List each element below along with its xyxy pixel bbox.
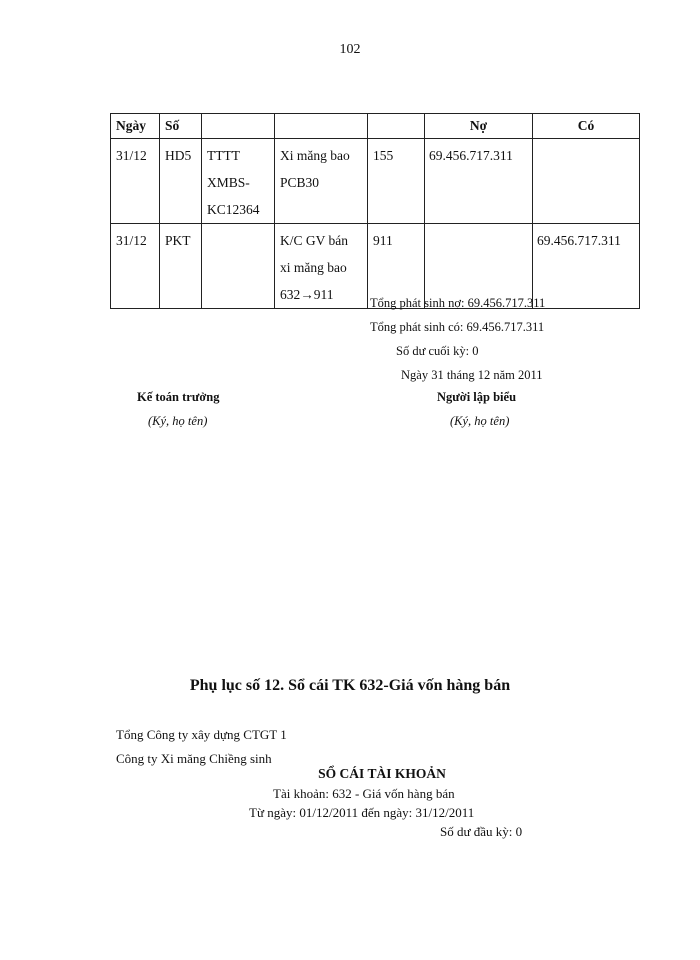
col-header-doc-no: Số [160, 114, 202, 139]
col-header-description [275, 114, 368, 139]
col-header-date: Ngày [111, 114, 160, 139]
table-header-row [111, 114, 640, 139]
total-debit: Tổng phát sinh nợ: 69.456.717.311 [370, 296, 546, 310]
cell-date: 31/12 [111, 139, 160, 224]
col-header-ref [202, 114, 275, 139]
cell-description [275, 224, 368, 309]
col-header-account [368, 114, 425, 139]
cell-doc-no: HD5 [160, 139, 202, 224]
cell-ref-line: KC12364 [207, 202, 260, 217]
total-credit: Tổng phát sinh có: 69.456.717.311 [370, 320, 545, 334]
cell-doc-no: PKT [160, 224, 202, 309]
ledger-table [110, 113, 640, 309]
cell-account: 911 [368, 224, 425, 309]
company-name: Công ty Xi măng Chiềng sinh [116, 751, 272, 766]
cell-credit [533, 139, 640, 224]
col-header-debit: Nợ [425, 114, 533, 139]
preparer-title: Người lập biểu [437, 390, 517, 404]
parent-company: Tổng Công ty xây dựng CTGT 1 [116, 727, 287, 742]
cell-ref [202, 139, 275, 224]
chief-accountant-signature-note: (Ký, họ tên) [148, 414, 208, 428]
cell-account: 155 [368, 139, 425, 224]
cell-description-line: xi măng bao [280, 260, 347, 275]
cell-description-line: PCB30 [280, 175, 320, 190]
cell-ref [202, 224, 275, 309]
cell-description-line: K/C GV bán [280, 233, 349, 248]
page-number: 102 [339, 42, 361, 57]
cell-description-line: Xi măng bao [280, 148, 350, 163]
preparer-signature-note: (Ký, họ tên) [450, 414, 510, 428]
opening-balance: Số dư đầu kỳ: 0 [440, 824, 523, 839]
chief-accountant-title: Kế toán trưởng [137, 390, 220, 404]
cell-description [275, 139, 368, 224]
ledger-title: SỔ CÁI TÀI KHOẢN [318, 766, 446, 781]
table-row [111, 139, 640, 224]
closing-balance: Số dư cuối kỳ: 0 [396, 344, 479, 358]
cell-credit: 69.456.717.311 [533, 224, 640, 309]
cell-ref-line: TTTT [207, 148, 240, 163]
cell-description-line: 632→911 [280, 287, 334, 302]
cell-date: 31/12 [111, 224, 160, 309]
cell-debit: 69.456.717.311 [425, 139, 533, 224]
ledger-period: Từ ngày: 01/12/2011 đến ngày: 31/12/2011 [249, 805, 475, 820]
report-date: Ngày 31 tháng 12 năm 2011 [401, 368, 543, 382]
appendix-title: Phụ lục số 12. Sổ cái TK 632-Giá vốn hàng bán [189, 677, 511, 694]
ledger-account: Tài khoản: 632 - Giá vốn hàng bán [273, 786, 455, 801]
cell-ref-line: XMBS- [207, 175, 250, 190]
col-header-credit: Có [533, 114, 640, 139]
